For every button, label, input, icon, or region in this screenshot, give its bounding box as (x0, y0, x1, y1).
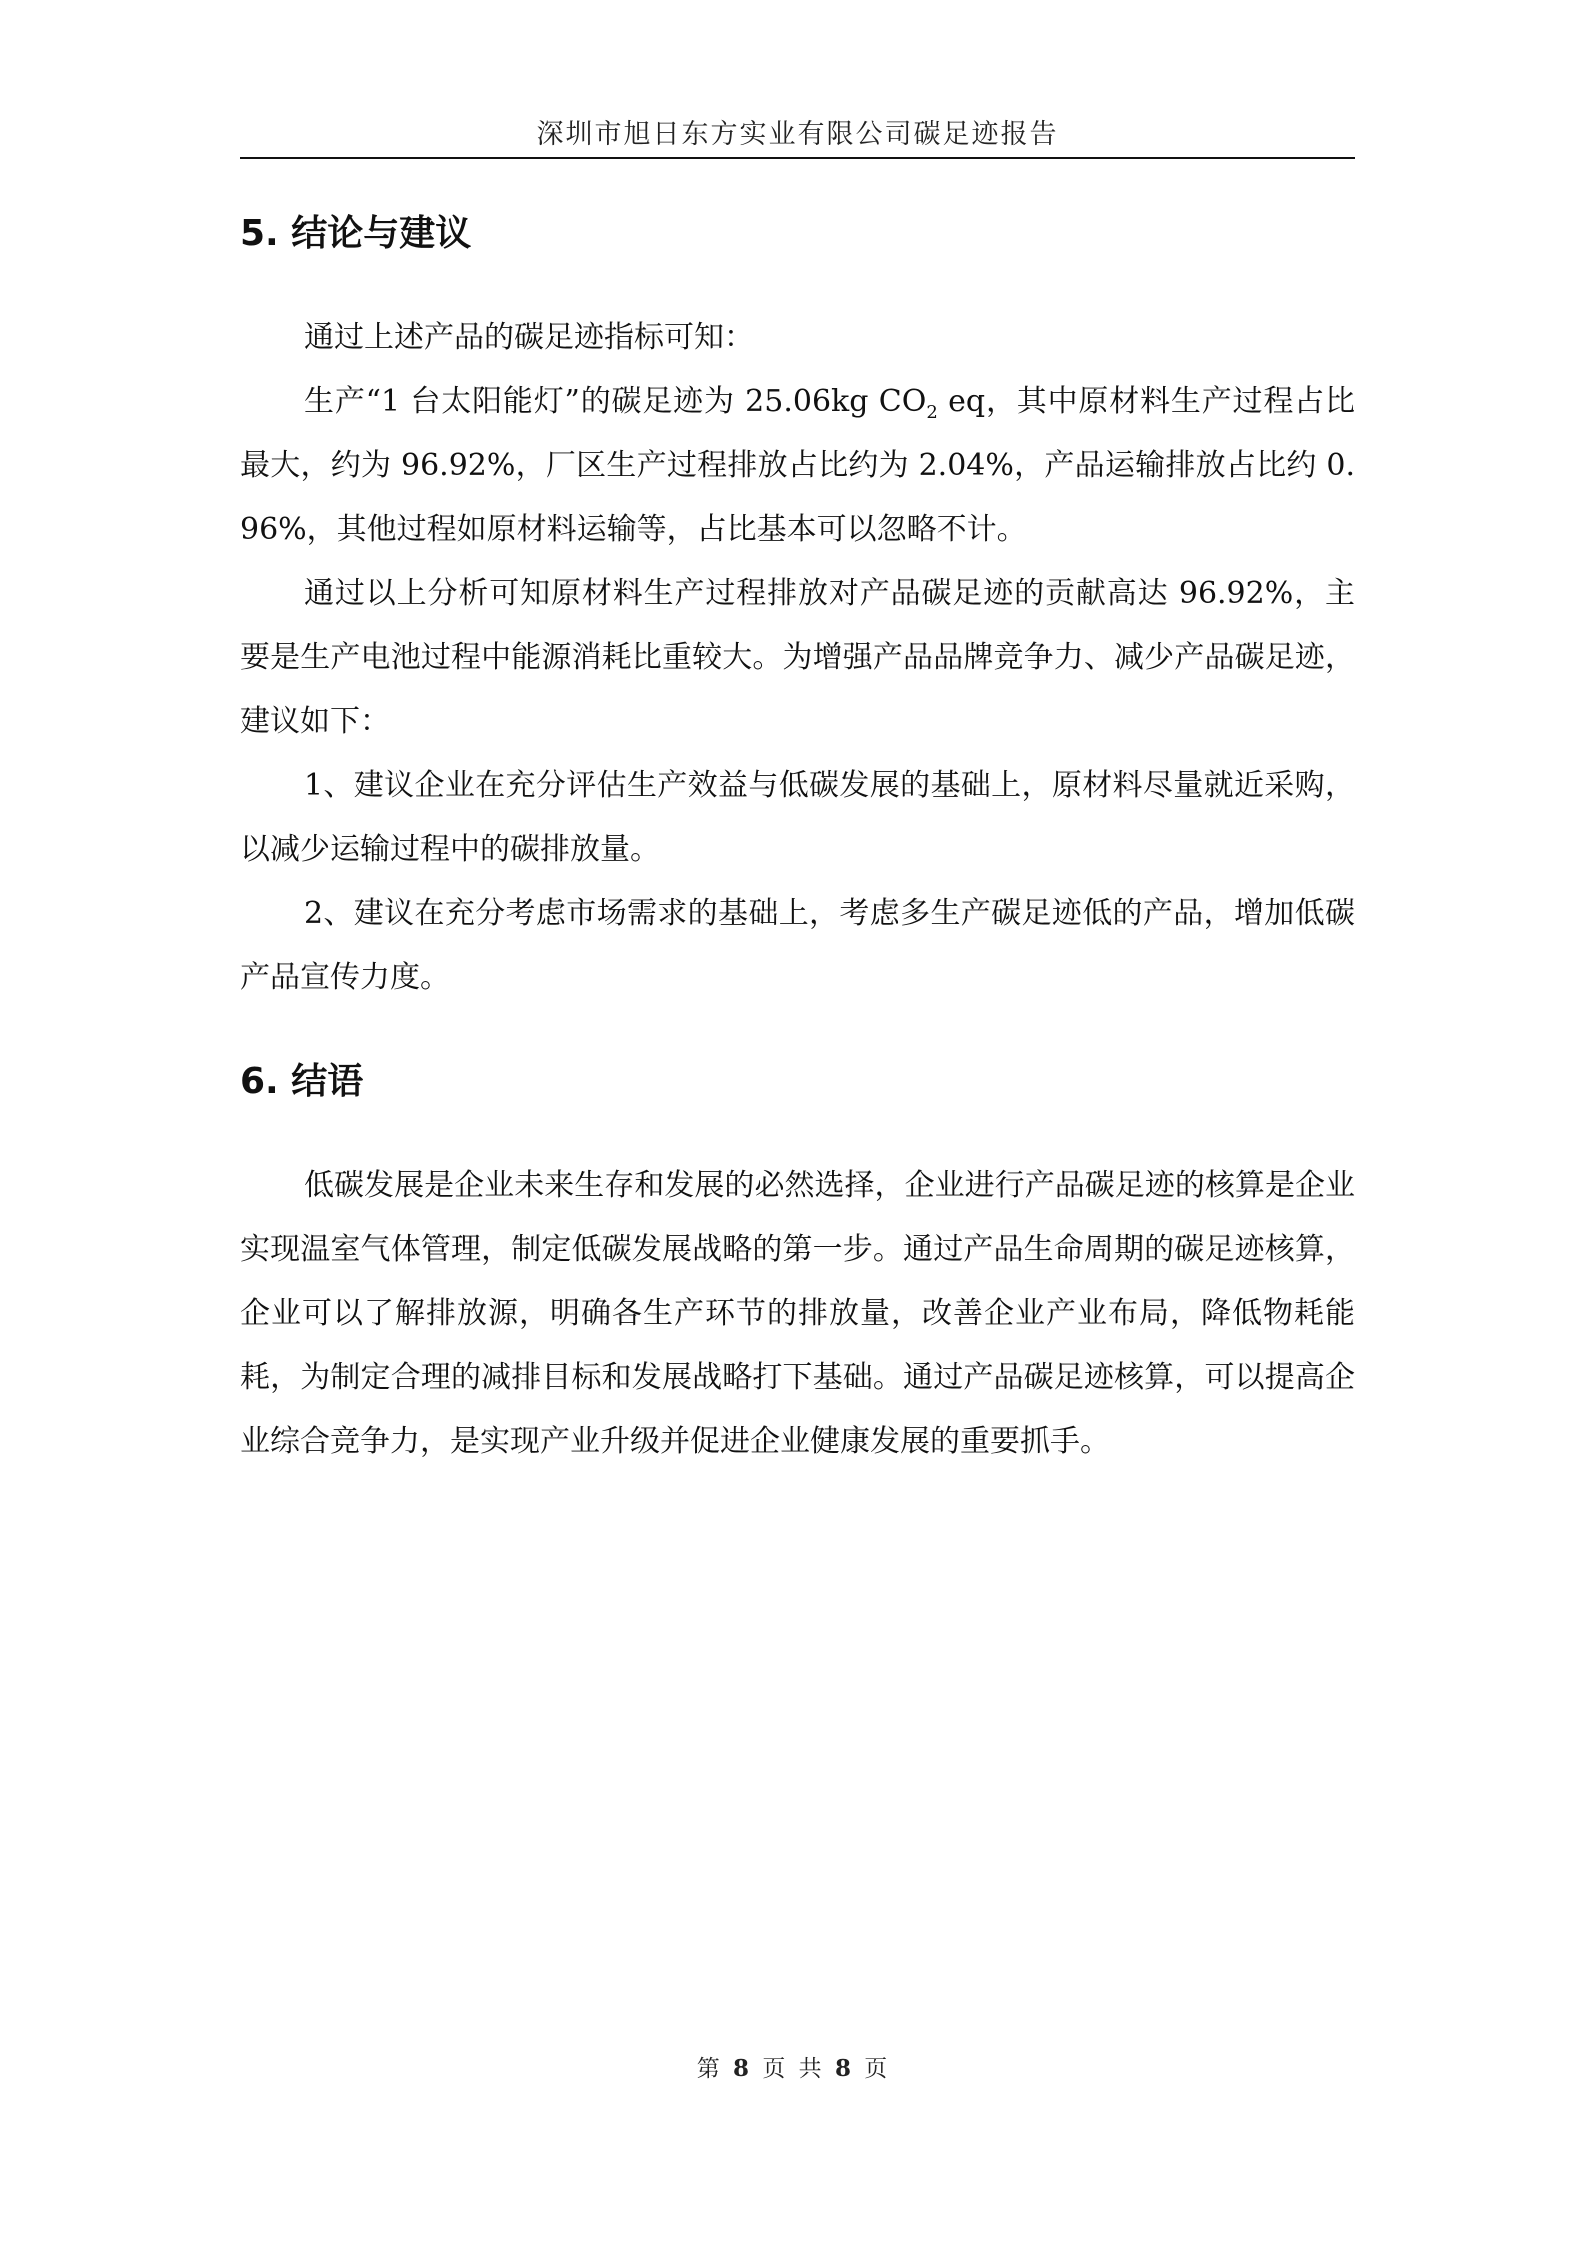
total-pages: 8 (834, 2055, 854, 2082)
carbon-footprint-text: 生产“1 台太阳能灯”的碳足迹为 25.06kg CO (304, 384, 927, 419)
section-6-heading: 6. 结语 (240, 1061, 364, 1102)
section-5-paragraph-3: 通过以上分析可知原材料生产过程排放对产品碳足迹的贡献高达 96.92%，主要是生产电池过程中能源消耗比重较大。为增强产品品牌竞争力、减少产品碳足迹，建议如下： (240, 576, 1355, 739)
footer-middle: 页 共 (762, 2056, 825, 2082)
document-body (240, 200, 1355, 1474)
section-5-paragraph-2 (240, 370, 1355, 562)
header-title: 深圳市旭日东方实业有限公司碳足迹报告 (536, 119, 1059, 150)
section-5-heading: 5. 结论与建议 (240, 213, 472, 254)
co2-subscript: 2 (926, 402, 938, 423)
section-5-paragraph-4: 1、建议企业在充分评估生产效益与低碳发展的基础上，原材料尽量就近采购，以减少运输过程中的碳排放量。 (240, 768, 1355, 867)
section-5-paragraph-1: 通过上述产品的碳足迹指标可知： (304, 320, 754, 355)
footer-prefix: 第 (696, 2056, 723, 2082)
section-5-paragraph-5: 2、建议在充分考虑市场需求的基础上，考虑多生产碳足迹低的产品，增加低碳产品宣传力度。 (240, 896, 1355, 995)
carbon-footprint-text-continued: eq，其中原材料生产过程占比最大，约为 96.92%，厂区生产过程排放占比约为 2.04%，产品运输排放占比约 0.96%，其他过程如原材料运输等，占比基本可以忽略不计。 (240, 384, 1356, 547)
page-footer (0, 2050, 1587, 2083)
header-divider (240, 157, 1355, 159)
page-header (240, 112, 1355, 156)
section-6-paragraph-1: 低碳发展是企业未来生存和发展的必然选择，企业进行产品碳足迹的核算是企业实现温室气体管理，制定低碳发展战略的第一步。通过产品生命周期的碳足迹核算，企业可以了解排放源，明确各生产环节的排放量，改善企业产业布局，降低物耗能耗，为制定合理的减排目标和发展战略打下基础。通过产品碳足迹核算，可以提高企业综合竞争力，是实现产业升级并促进企业健康发展的重要抓手。 (240, 1168, 1355, 1459)
footer-suffix: 页 (864, 2056, 891, 2082)
page-number: 8 (733, 2055, 753, 2082)
